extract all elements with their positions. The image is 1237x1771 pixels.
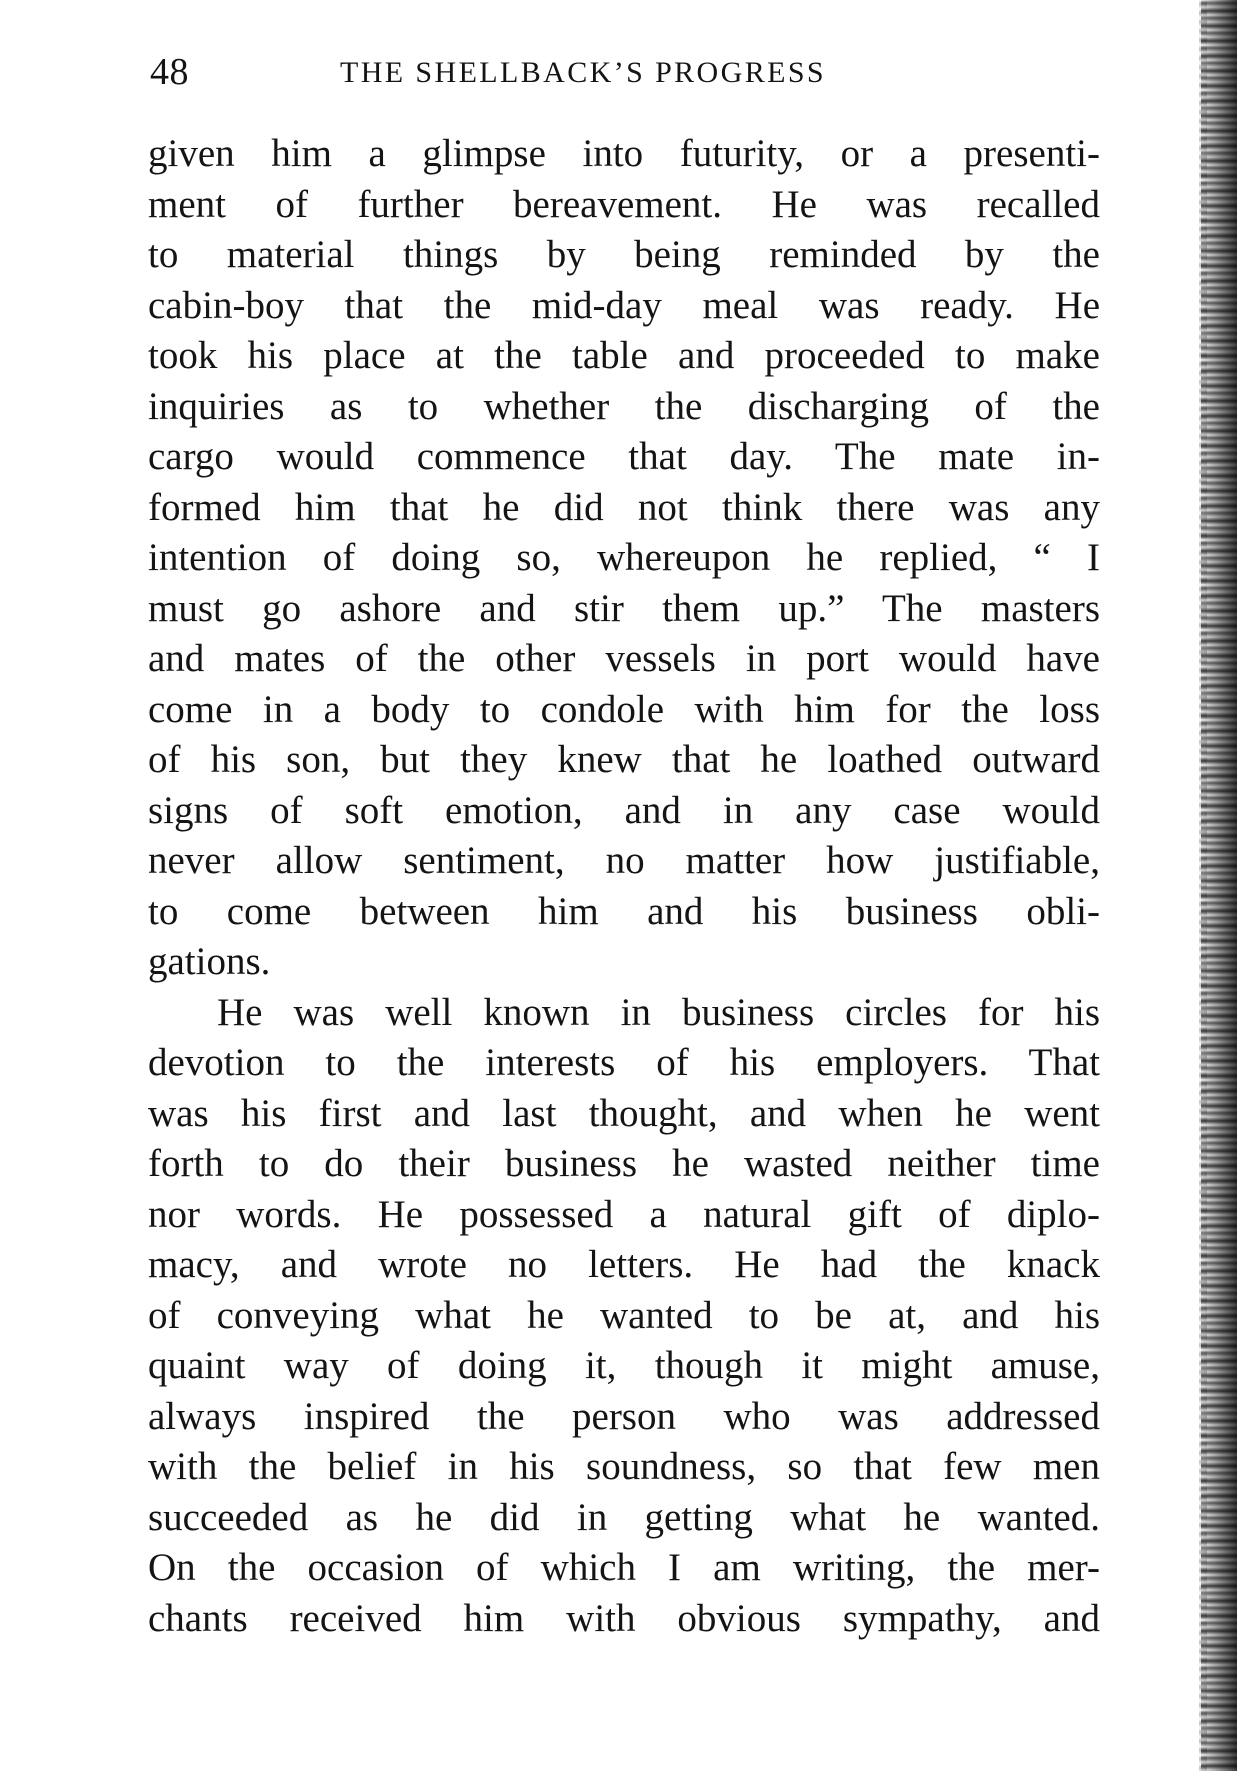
- text-line: given him a glimpse into futurity, or a presenti-: [148, 132, 1100, 175]
- text-line: never allow sentiment, no matter how justifiable,: [148, 839, 1100, 882]
- text-line: On the occasion of which I am writing, the mer-: [148, 1546, 1100, 1589]
- text-line: devotion to the interests of his employers. That: [148, 1041, 1100, 1084]
- text-line: forth to do their business he wasted neither time: [148, 1142, 1100, 1185]
- text-line: always inspired the person who was addressed: [148, 1394, 1100, 1438]
- text-line: He was well known in business circles for his: [217, 990, 1100, 1034]
- text-line: ment of further bereavement. He was recalled: [148, 182, 1100, 226]
- text-line: nor words. He possessed a natural gift of diplo-: [148, 1192, 1100, 1236]
- text-line: intention of doing so, whereupon he replied, “ I: [148, 536, 1100, 579]
- body-text: [148, 129, 1100, 1644]
- text-line: cargo would commence that day. The mate in-: [148, 435, 1100, 478]
- text-line: inquiries as to whether the discharging of the: [148, 384, 1100, 428]
- text-line: must go ashore and stir them up.” The masters: [148, 586, 1100, 630]
- text-line: chants received him with obvious sympathy, and: [148, 1596, 1100, 1640]
- text-line: to come between him and his business obli-: [148, 889, 1100, 933]
- text-line: and mates of the other vessels in port would have: [148, 637, 1100, 680]
- text-line: gations.: [148, 940, 271, 983]
- text-line: with the belief in his soundness, so that few men: [148, 1445, 1100, 1488]
- page-edge-shadow: [1201, 0, 1237, 1771]
- text-line: formed him that he did not think there was any: [148, 485, 1100, 529]
- text-line: of his son, but they knew that he loathed outward: [148, 738, 1100, 781]
- text-line: took his place at the table and proceeded to make: [148, 334, 1100, 377]
- text-line: quaint way of doing it, though it might amuse,: [148, 1344, 1100, 1387]
- text-line: was his first and last thought, and when he went: [148, 1091, 1100, 1135]
- text-line: cabin-boy that the mid-day meal was ready. He: [148, 283, 1100, 327]
- text-line: of conveying what he wanted to be at, and his: [148, 1293, 1100, 1337]
- text-line: macy, and wrote no letters. He had the knack: [148, 1243, 1100, 1286]
- running-title: THE SHELLBACK’S PROGRESS: [340, 56, 826, 89]
- text-line: signs of soft emotion, and in any case would: [148, 788, 1100, 832]
- text-line: come in a body to condole with him for the loss: [148, 687, 1100, 731]
- page-number: 48: [150, 51, 189, 93]
- text-line: succeeded as he did in getting what he wanted.: [148, 1495, 1100, 1539]
- text-line: to material things by being reminded by the: [148, 233, 1100, 276]
